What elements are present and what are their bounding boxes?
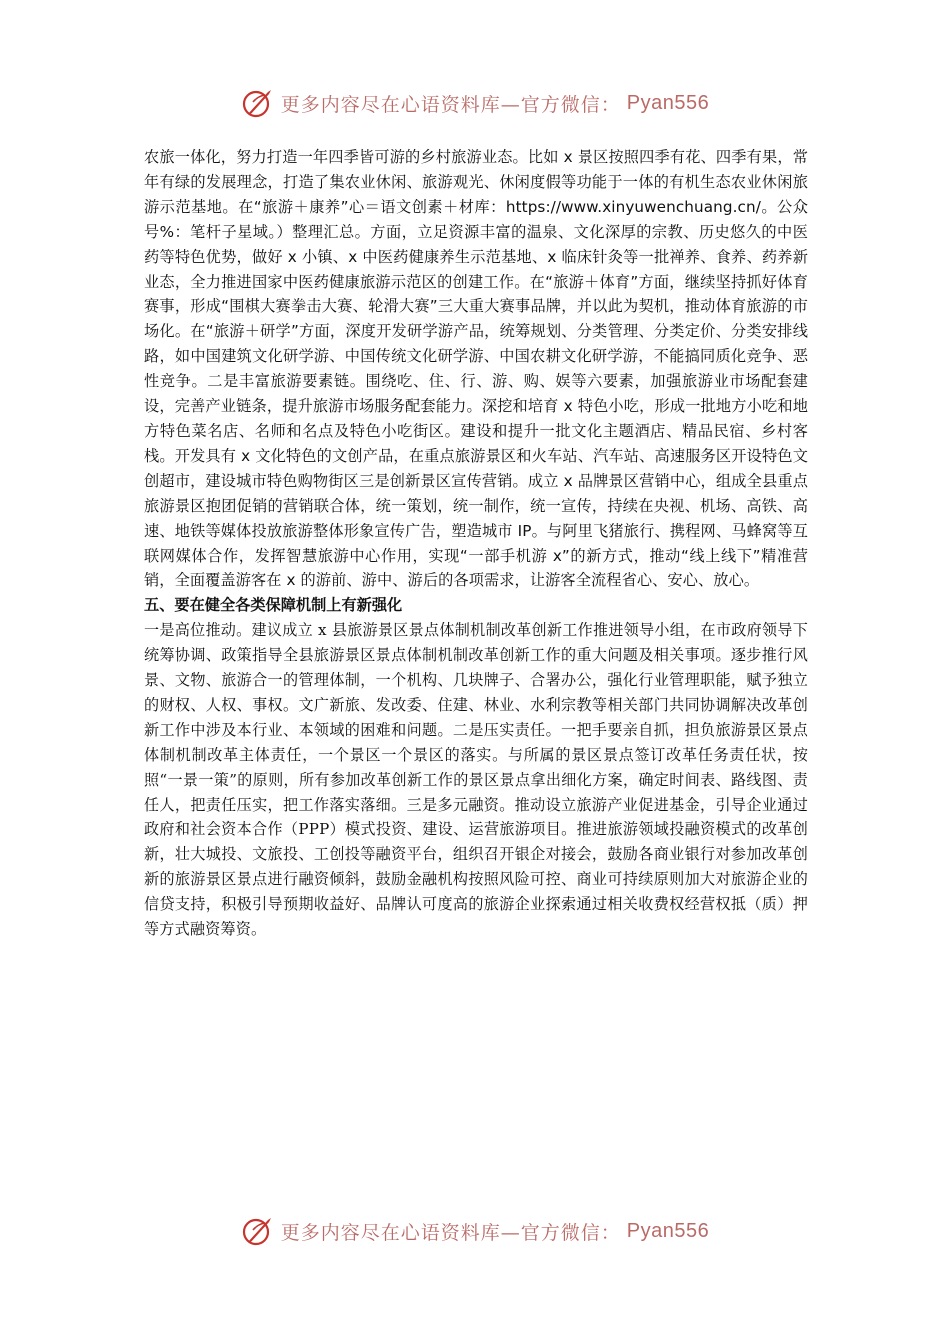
paragraph-safeguard-mechanisms: 一是高位推动。建议成立 x 县旅游景区景点体制机制改革创新工作推进领导小组，在市政府领导下统筹协调、政策指导全县旅游景区景点体制机制改革创新工作的重大问题及相关事项。逐步推行风景、文物、旅游合一的管理体制，一个机构、几块牌子、合署办公，强化行业管理职能，赋予独立的财权、人权、事权。文广新旅、发改委、住建、林业、水利宗教等相关部门共同协调解决改革创新工作中涉及本行业、本领域的困难和问题。二是压实责任。一把手要亲自抓，担负旅游景区景点体制机制改革主体责任，一个景区一个景区的落实。与所属的景区景点签订改革任务责任状，按照“一景一策”的原则，所有参加改革创新工作的景区景点拿出细化方案，确定时间表、路线图、责任人，把责任压实，把工作落实落细。三是多元融资。推动设立旅游产业促进基金，引导企业通过政府和社会资本合作（PPP）模式投资、建设、运营旅游项目。推进旅游领域投融资模式的改革创新，壮大城投、文旅投、工创投等融资平台，组织召开银企对接会，鼓励各商业银行对参加改革创新的旅游景区景点进行融资倾斜，鼓励金融机构按照风险可控、商业可持续原则加大对旅游企业的信贷支持，积极引导预期收益好、品牌认可度高的旅游企业探索通过相关收费权经营权抵（质）押等方式融资筹资。 (144, 621, 808, 939)
footer-banner-text: 更多内容尽在心语资料库—官方微信： (280, 1221, 621, 1244)
header-banner (0, 83, 950, 123)
footer-wechat-id: Pyan556 (626, 1219, 710, 1242)
header-banner-text: 更多内容尽在心语资料库—官方微信： (280, 93, 621, 116)
section-heading-5: 五、要在健全各类保障机制上有新强化 (144, 596, 403, 615)
document-body (144, 145, 808, 942)
footer-banner (0, 1211, 950, 1251)
paragraph-tourism-integration: 农旅一体化，努力打造一年四季皆可游的乡村旅游业态。比如 x 景区按照四季有花、四季有果，常年有绿的发展理念，打造了集农业休闲、旅游观光、休闲度假等功能于一体的有机生态农业休闲旅游示范基地。在“旅游＋康养”心＝语文创素＋材库：https://www.xinyuwenchuang.cn/。公众号%：笔杆子星域。）整理汇总。方面，立足资源丰富的温泉、文化深厚的宗教、历史悠久的中医药等特色优势，做好 x 小镇、x 中医药健康养生示范基地、x 临床针灸等一批禅养、食养、药养新业态，全力推进国家中医药健康旅游示范区的创建工作。在“旅游＋体育”方面，继续坚持抓好体育赛事，形成“围棋大赛拳击大赛、轮滑大赛”三大重大赛事品牌，并以此为契机，推动体育旅游的市场化。在“旅游＋研学”方面，深度开发研学游产品，统筹规划、分类管理、分类定价、分类安排线路，如中国建筑文化研学游、中国传统文化研学游、中国农耕文化研学游，不能搞同质化竞争、恶性竞争。二是丰富旅游要素链。围绕吃、住、行、游、购、娱等六要素，加强旅游业市场配套建设，完善产业链条，提升旅游市场服务配套能力。深挖和培育 x 特色小吃，形成一批地方小吃和地方特色菜名店、名师和名点及特色小吃街区。建设和提升一批文化主题酒店、精品民宿、乡村客栈。开发具有 x 文化特色的文创产品，在重点旅游景区和火车站、汽车站、高速服务区开设特色文创超市，建设城市特色购物街区三是创新景区宣传营销。成立 x 品牌景区营销中心，组成全县重点旅游景区抱团促销的营销联合体，统一策划，统一制作，统一宣传，持续在央视、机场、高铁、高速、地铁等媒体投放旅游整体形象宣传广告，塑造城市 IP。与阿里飞猪旅行、携程网、马蜂窝等互联网媒体合作，发挥智慧旅游中心作用，实现“一部手机游 x”的新方式，推动“线上线下”精准营销，全面覆盖游客在 x 的游前、游中、游后的各项需求，让游客全流程省心、安心、放心。 (144, 148, 808, 590)
quill-pen-logo-icon (241, 1214, 275, 1248)
quill-pen-logo-icon (241, 86, 275, 120)
header-wechat-id: Pyan556 (626, 91, 710, 114)
